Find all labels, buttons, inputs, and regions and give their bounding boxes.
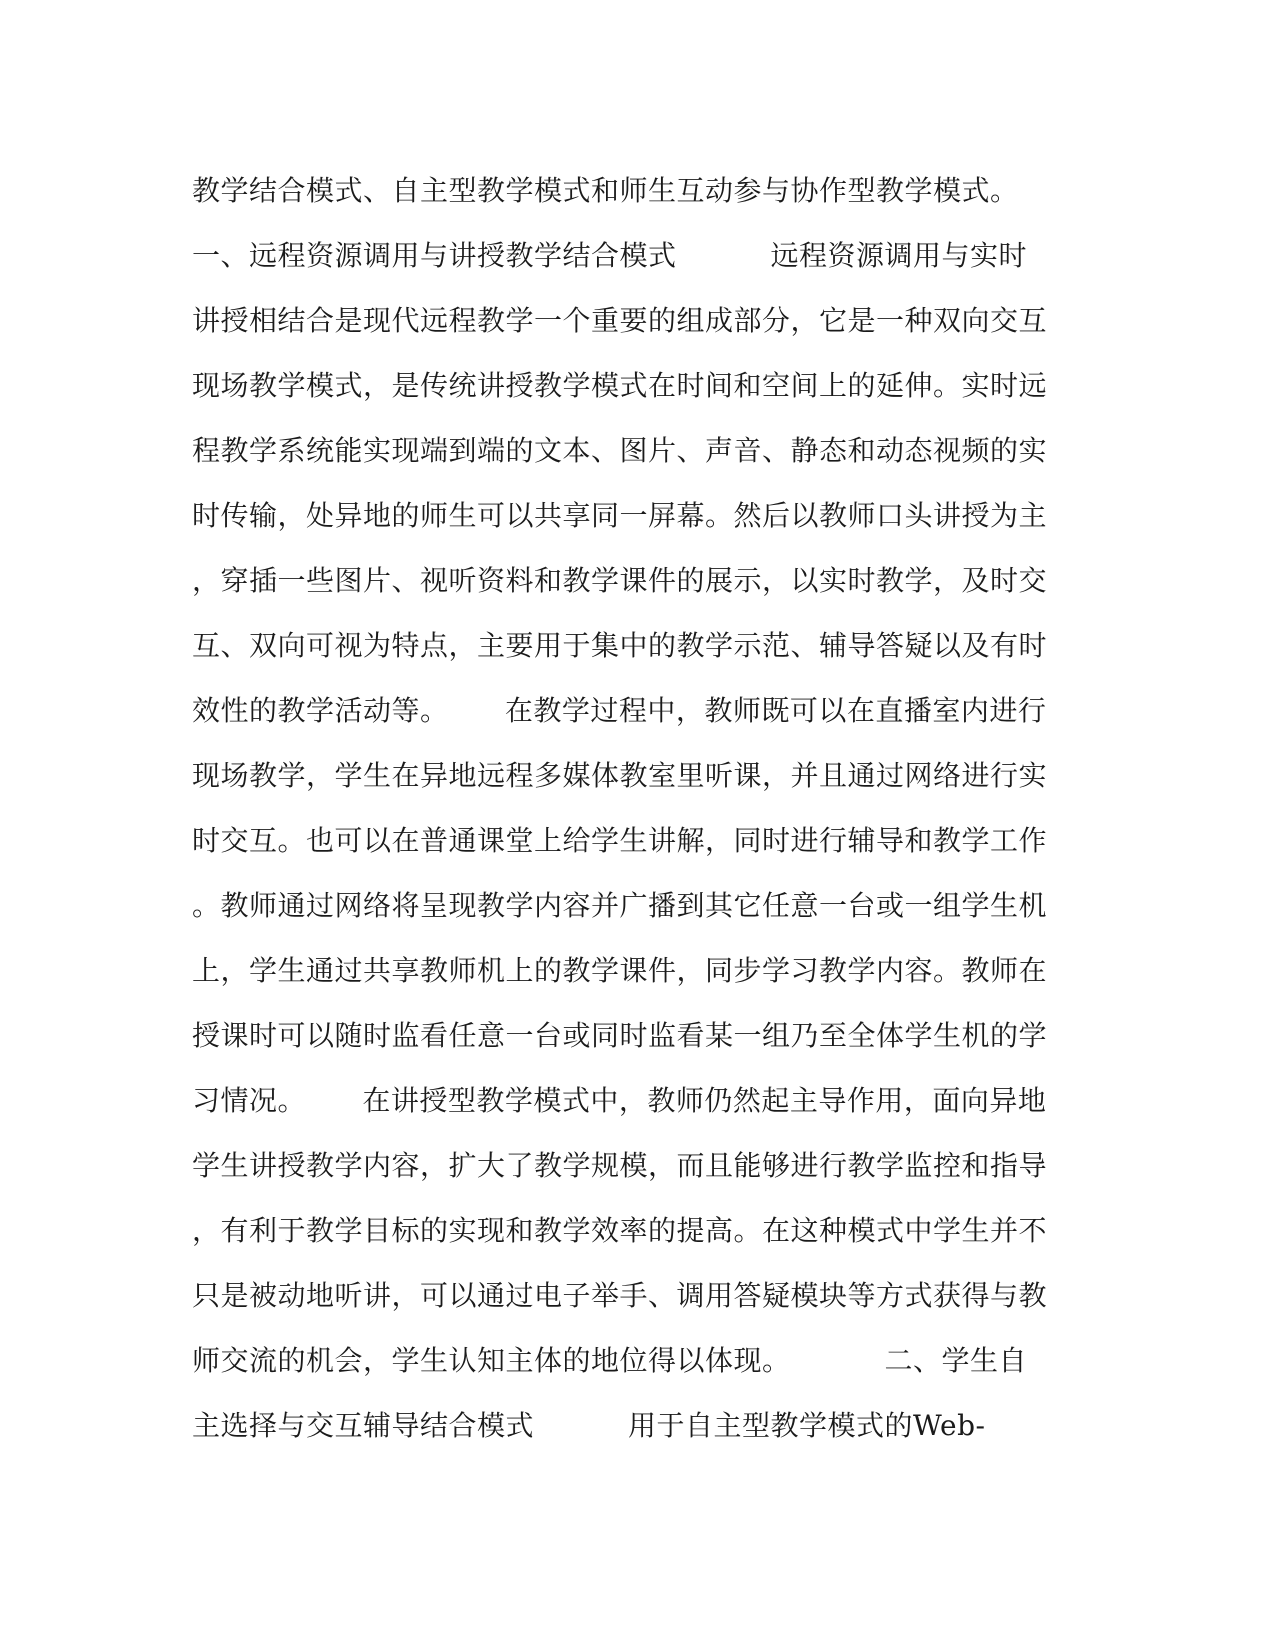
text-line: 师交流的机会，学生认知主体的地位得以体现。 二、学生自 bbox=[192, 1344, 1028, 1377]
text-line: 效性的教学活动等。 在教学过程中，教师既可以在直播室内进行 bbox=[192, 694, 1047, 727]
text-line: 教学结合模式、自主型教学模式和师生互动参与协作型教学模式。 bbox=[192, 174, 1019, 207]
text-line: ，穿插一些图片、视听资料和教学课件的展示，以实时教学，及时交 bbox=[192, 564, 1048, 597]
text-line: 现场教学模式，是传统讲授教学模式在时间和空间上的延伸。实时远 bbox=[192, 369, 1048, 402]
text-line: 一、远程资源调用与讲授教学结合模式 远程资源调用与实时 bbox=[192, 239, 1028, 272]
text-line: 只是被动地听讲，可以通过电子举手、调用答疑模块等方式获得与教 bbox=[192, 1279, 1048, 1312]
text-line: 现场教学，学生在异地远程多媒体教室里听课，并且通过网络进行实 bbox=[192, 759, 1048, 792]
text-line: 时传输，处异地的师生可以共享同一屏幕。然后以教师口头讲授为主 bbox=[192, 499, 1048, 532]
text-line: 时交互。也可以在普通课堂上给学生讲解，同时进行辅导和教学工作 bbox=[192, 824, 1048, 857]
text-line: 程教学系统能实现端到端的文本、图片、声音、静态和动态视频的实 bbox=[192, 434, 1048, 467]
text-line: 上，学生通过共享教师机上的教学课件，同步学习教学内容。教师在 bbox=[192, 954, 1048, 987]
text-line: 习情况。 在讲授型教学模式中，教师仍然起主导作用，面向异地 bbox=[192, 1084, 1047, 1117]
text-line: 授课时可以随时监看任意一台或同时监看某一组乃至全体学生机的学 bbox=[192, 1019, 1048, 1052]
text-line: ，有利于教学目标的实现和教学效率的提高。在这种模式中学生并不 bbox=[192, 1214, 1048, 1247]
text-line: 主选择与交互辅导结合模式 用于自主型教学模式的Web- bbox=[192, 1409, 986, 1442]
text-line: 。教师通过网络将呈现教学内容并广播到其它任意一台或一组学生机 bbox=[192, 889, 1048, 922]
body-text bbox=[192, 158, 1072, 1458]
text-line: 学生讲授教学内容，扩大了教学规模，而且能够进行教学监控和指导 bbox=[192, 1149, 1048, 1182]
text-line: 讲授相结合是现代远程教学一个重要的组成部分，它是一种双向交互 bbox=[192, 304, 1048, 337]
text-line: 互、双向可视为特点，主要用于集中的教学示范、辅导答疑以及有时 bbox=[192, 629, 1048, 662]
